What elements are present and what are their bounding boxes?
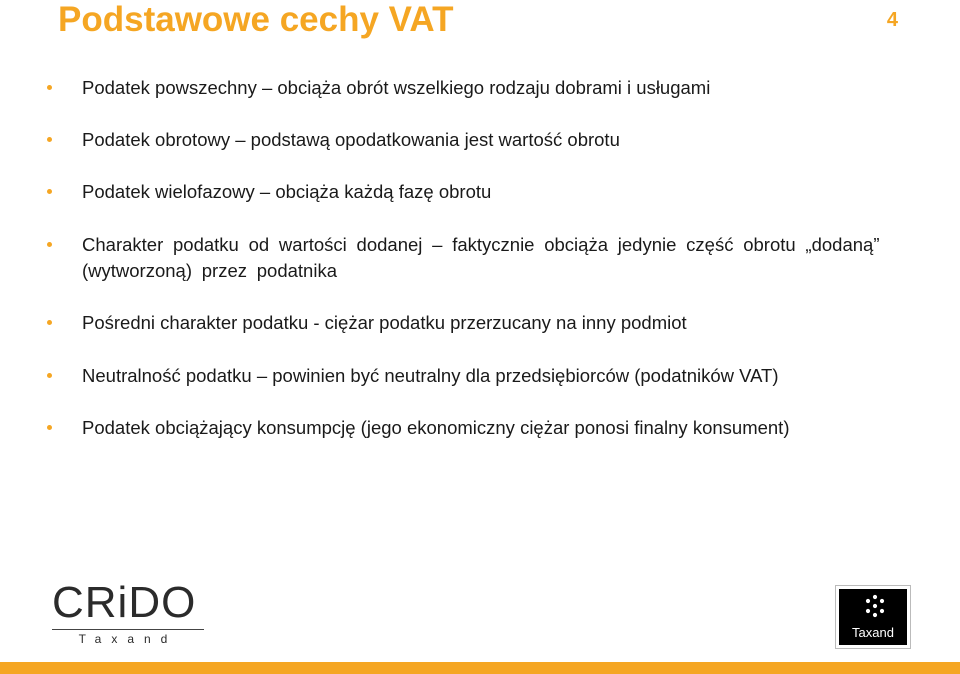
crido-logo-wordmark: CRiDO (52, 578, 197, 627)
list-item-text: Podatek obrotowy – podstawą opodatkowania jest wartość obrotu (82, 129, 620, 150)
list-item (82, 127, 922, 153)
list-item-text: Podatek powszechny – obciąża obrót wszelkiego rodzaju dobrami i usługami (82, 77, 711, 98)
bullet-icon (47, 425, 52, 430)
crido-logo-rule (52, 629, 204, 630)
page-number: 4 (886, 9, 898, 31)
list-item (82, 75, 922, 101)
list-item (82, 363, 922, 389)
slide-title: Podstawowe cechy VAT (58, 0, 454, 39)
bullet-icon (47, 242, 52, 247)
bullet-icon (47, 320, 52, 325)
crido-logo (52, 578, 204, 648)
taxand-logo-label: Taxand (852, 625, 894, 640)
list-item-text: Podatek wielofazowy – obciąża każdą fazę obrotu (82, 181, 492, 202)
list-item-text: Neutralność podatku – powinien być neutralny dla przedsiębiorców (podatników VAT) (82, 365, 779, 386)
taxand-dots-icon (863, 594, 887, 618)
bottom-accent-bar (0, 662, 960, 674)
taxand-logo-background (839, 589, 907, 645)
list-item (82, 232, 922, 284)
list-item-text: Podatek obciążający konsumpcję (jego ekonomiczny ciężar ponosi finalny konsument) (82, 417, 790, 438)
bullet-icon (47, 189, 52, 194)
list-item-text: Pośredni charakter podatku - ciężar podatku przerzucany na inny podmiot (82, 312, 687, 333)
bullet-icon (47, 137, 52, 142)
bullet-icon (47, 373, 52, 378)
list-item (82, 415, 922, 441)
bullet-icon (47, 85, 52, 90)
crido-logo-subtitle: Taxand (78, 632, 178, 646)
list-item (82, 179, 922, 205)
taxand-logo-badge (835, 585, 911, 649)
list-item (82, 310, 922, 336)
list-item-text: Charakter podatku od wartości dodanej – faktycznie obciąża jedynie część obrotu „dodaną” (wytworzoną) przez podatnika (82, 234, 880, 281)
